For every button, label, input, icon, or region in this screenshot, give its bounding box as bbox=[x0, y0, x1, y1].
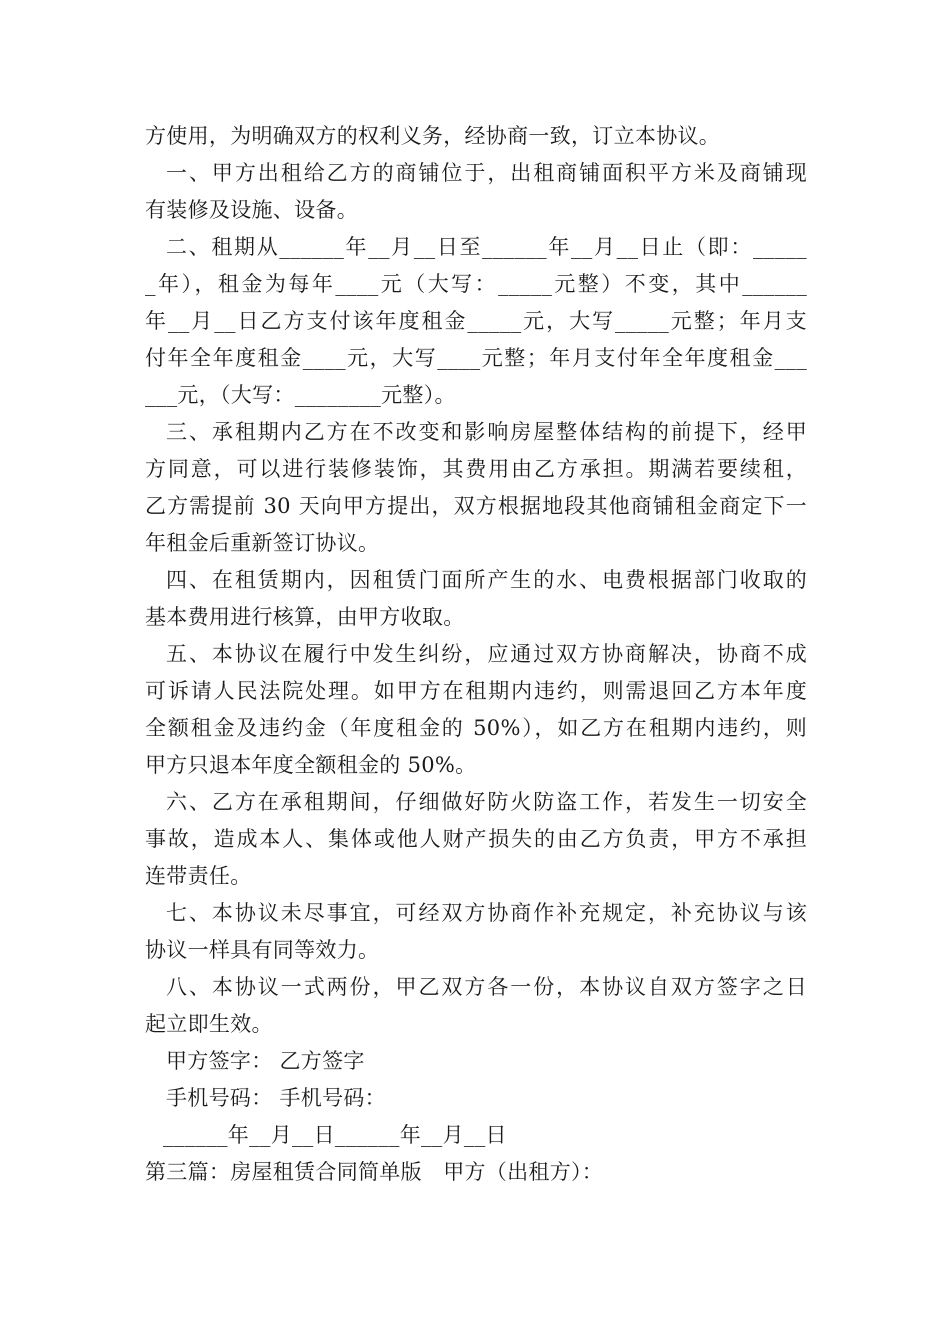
clause-5-line: 五、本协议在履行中发生纠纷，应通过双方协商解决，协商不成 bbox=[166, 642, 807, 666]
signature-line: 甲方签字： 乙方签字 bbox=[166, 1049, 365, 1073]
text-line: 有装修及设施、设备。 bbox=[145, 198, 358, 222]
clause-2-line: 二、租期从______年__月__日至______年__月__日止（即：_____ bbox=[166, 235, 807, 259]
text-line: 起立即生效。 bbox=[145, 1012, 273, 1036]
text-line: 连带责任。 bbox=[145, 864, 252, 888]
text-line: 方同意，可以进行装修装饰，其费用由乙方承担。期满若要续租， bbox=[145, 457, 807, 481]
clause-7-line: 七、本协议未尽事宜，可经双方协商作补充规定，补充协议与该 bbox=[166, 901, 807, 925]
text-line: 年租金后重新签订协议。 bbox=[145, 531, 380, 555]
text-line: 年__月__日乙方支付该年度租金_____元，大写_____元整；年月支 bbox=[145, 309, 807, 333]
document-page bbox=[145, 118, 807, 1191]
text-line: ___元，（大写：________元整）。 bbox=[145, 383, 456, 407]
clause-3-line: 三、承租期内乙方在不改变和影响房屋整体结构的前提下，经甲 bbox=[166, 420, 807, 444]
text-line: 乙方需提前 30 天向甲方提出，双方根据地段其他商铺租金商定下一 bbox=[145, 494, 807, 518]
clause-1-line: 一、甲方出租给乙方的商铺位于，出租商铺面积平方米及商铺现 bbox=[166, 161, 807, 185]
phone-line: 手机号码： 手机号码： bbox=[166, 1086, 386, 1110]
date-line: ______年__月__日______年__月__日 bbox=[163, 1123, 507, 1147]
text-line: 基本费用进行核算，由甲方收取。 bbox=[145, 605, 465, 629]
clause-6-line: 六、乙方在承租期间，仔细做好防火防盗工作，若发生一切安全 bbox=[166, 790, 807, 814]
text-line: 事故，造成本人、集体或他人财产损失的由乙方负责，甲方不承担 bbox=[145, 827, 807, 851]
text-line: _年），租金为每年____元（大写：_____元整）不变，其中______ bbox=[145, 272, 807, 296]
text-line: 全额租金及违约金（年度租金的 50%），如乙方在租期内违约，则 bbox=[145, 716, 807, 740]
clause-8-line: 八、本协议一式两份，甲乙双方各一份，本协议自双方签字之日 bbox=[166, 975, 807, 999]
text-line: 付年全年度租金____元，大写____元整；年月支付年全年度租金___ bbox=[145, 346, 807, 370]
section-heading: 第三篇：房屋租赁合同简单版 甲方（出租方）： bbox=[145, 1160, 604, 1184]
clause-4-line: 四、在租赁期内，因租赁门面所产生的水、电费根据部门收取的 bbox=[166, 568, 807, 592]
text-line: 方使用，为明确双方的权利义务，经协商一致，订立本协议。 bbox=[145, 124, 721, 148]
text-line: 协议一样具有同等效力。 bbox=[145, 938, 380, 962]
text-line: 甲方只退本年度全额租金的 50%。 bbox=[145, 753, 477, 777]
text-line: 可诉请人民法院处理。如甲方在租期内违约，则需退回乙方本年度 bbox=[145, 679, 807, 703]
